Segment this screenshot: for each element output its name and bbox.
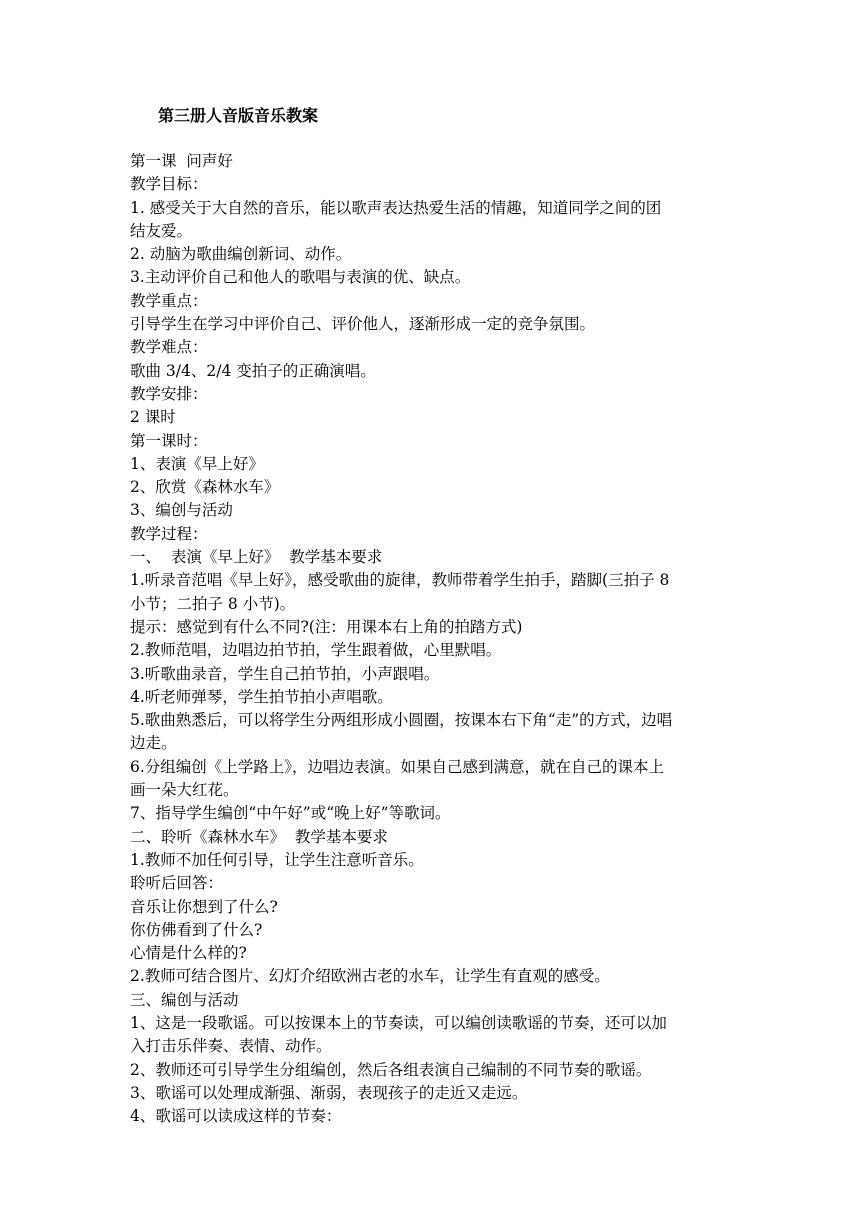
text-line: 引导学生在学习中评价自己、评价他人，逐渐形成一定的竞争氛围。 [130,315,596,334]
text-line: 1. 感受关于大自然的音乐，能以歌声表达热爱生活的情趣，知道同学之间的团 [130,198,662,217]
text-line: 5.歌曲熟悉后，可以将学生分两组形成小圆圈，按课本右下角“走”的方式，边唱 [130,711,673,730]
text-line: 画一朵大红花。 [130,781,239,800]
text-line: 2.教师范唱，边唱边拍节拍，学生跟着做，心里默唱。 [130,641,502,660]
text-line: 2 课时 [130,408,176,427]
text-line: 教学重点： [130,291,208,310]
text-line: 你仿佛看到了什么? [130,920,263,939]
text-line: 1、这是一段歌谣。可以按课本上的节奏读，可以编创读歌谣的节奏，还可以加 [130,1013,667,1032]
text-line: 2. 动脑为歌曲编创新词、动作。 [130,245,352,264]
text-line: 3、歌谣可以处理成渐强、渐弱，表现孩子的走近又走远。 [130,1083,528,1102]
text-line: 4.听老师弹琴，学生拍节拍小声唱歌。 [130,687,393,706]
text-line: 第一课时： [130,431,208,450]
text-line: 4、歌谣可以读成这样的节奏： [130,1107,342,1126]
text-line: 3.听歌曲录音，学生自己拍节拍，小声跟唱。 [130,664,440,683]
text-line: 2.教师可结合图片、幻灯介绍欧洲古老的水车，让学生有直观的感受。 [130,967,610,986]
text-line: 6.分组编创《上学路上》，边唱边表演。如果自己感到满意，就在自己的课本上 [130,757,665,776]
text-line: 教学目标： [130,175,208,194]
text-line: 一、 表演《早上好》 教学基本要求 [130,548,383,567]
text-line: 心情是什么样的? [130,944,247,963]
text-line: 1.听录音范唱《早上好》，感受歌曲的旋律，教师带着学生拍手，踏脚(三拍子 8 [130,571,670,590]
text-line: 提示：感觉到有什么不同?(注：用课本右上角的拍踏方式) [130,617,523,636]
text-line: 2、欣赏《森林水车》 [130,478,280,497]
text-line: 边走。 [130,734,177,753]
text-line: 1.教师不加任何引导，让学生注意听音乐。 [130,850,424,869]
text-line: 结友爱。 [130,221,193,240]
text-line: 小节；二拍子 8 小节)。 [130,594,296,613]
document-body [130,150,740,1128]
text-line: 3.主动评价自己和他人的歌唱与表演的优、缺点。 [130,268,471,287]
text-line: 教学安排： [130,384,208,403]
text-line: 7、指导学生编创“中午好”或“晚上好”等歌词。 [130,804,451,823]
text-line: 教学难点： [130,338,208,357]
text-line: 音乐让你想到了什么? [130,897,278,916]
text-line: 2、教师还可引导学生分组编创，然后各组表演自己编制的不同节奏的歌谣。 [130,1060,652,1079]
text-line: 1、表演《早上好》 [130,454,264,473]
text-line: 歌曲 3/4、2/4 变拍子的正确演唱。 [130,361,376,380]
text-line: 第一课 问声好 [130,152,233,170]
text-line: 3、编创与活动 [130,501,233,520]
text-line: 三、编创与活动 [130,990,239,1009]
text-line: 入打击乐伴奏、表情、动作。 [130,1037,332,1056]
document-title: 第三册人音版音乐教案 [158,106,319,125]
text-line: 教学过程： [130,524,208,543]
text-line: 二、聆听《森林水车》 教学基本要求 [130,827,388,846]
text-line: 聆听后回答： [130,874,224,893]
